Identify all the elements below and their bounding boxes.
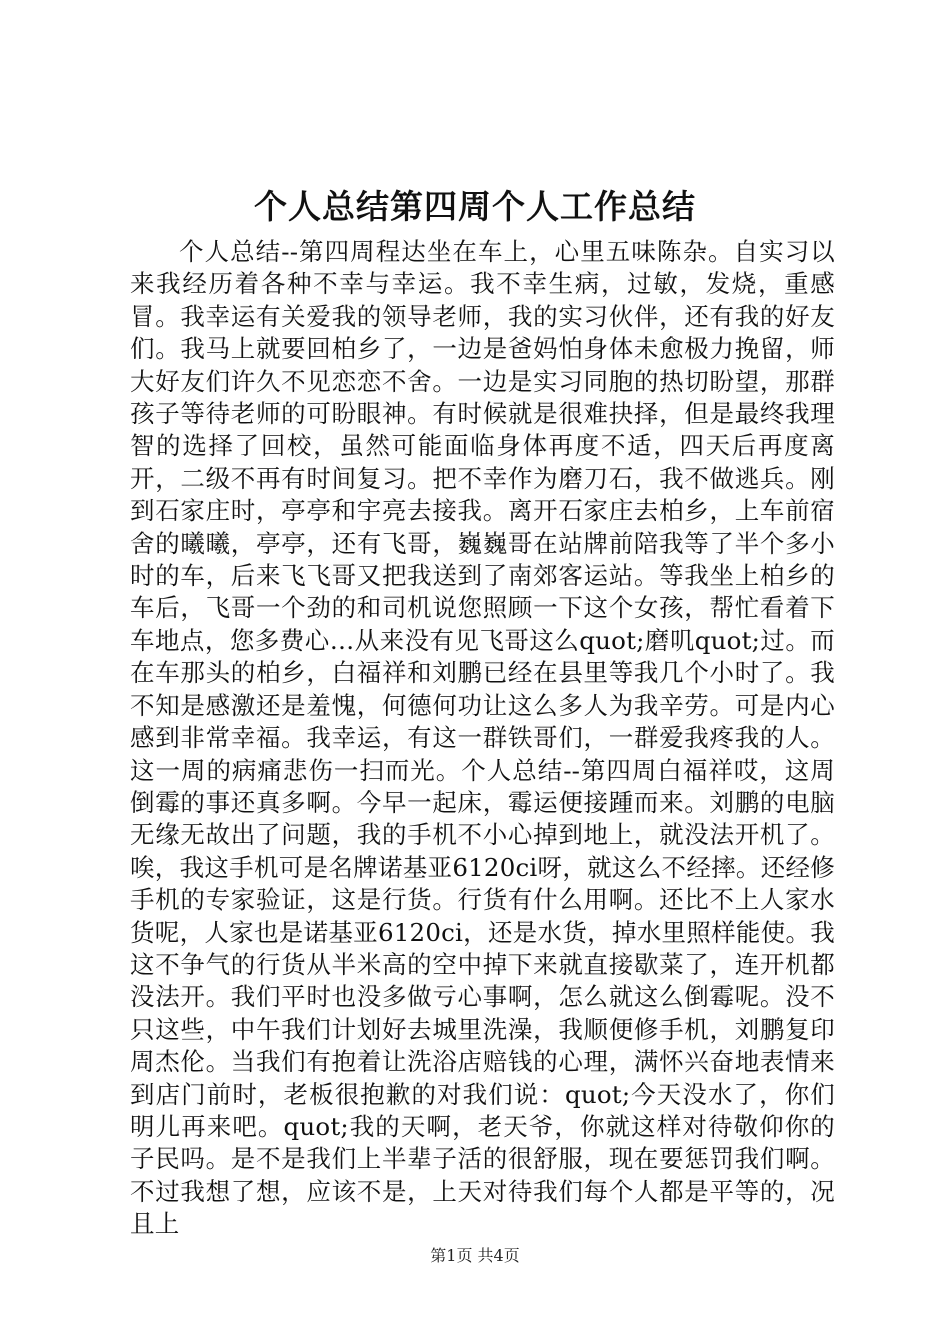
document-title: 个人总结第四周个人工作总结: [254, 187, 696, 226]
document-body: 个人总结--第四周程达坐在车上，心里五味陈杂。自实习以来我经历着各种不幸与幸运。我不幸生病，过敏，发烧，重感冒。我幸运有关爱我的领导老师，我的实习伙伴，还有我的好友们。我马上就要回柏乡了，一边是爸妈怕身体未愈极力挽留，师大好友们许久不见恋恋不舍。一边是实习同胞的热切盼望，那群孩子等待老师的可盼眼神。有时候就是很难抉择，但是最终我理智的选择了回校，虽然可能面临身体再度不适，四天后再度离开，二级不再有时间复习。把不幸作为磨刀石，我不做逃兵。刚到石家庄时，亭亭和宇亮去接我。离开石家庄去柏乡，上车前宿舍的曦曦，亭亭，还有飞哥，巍巍哥在站牌前陪我等了半个多小时的车，后来飞飞哥又把我送到了南郊客运站。等我坐上柏乡的车后，飞哥一个劲的和司机说您照顾一下这个女孩，帮忙看着下车地点，您多费心…从来没有见飞哥这么quot;磨叽quot;过。而在车那头的柏乡，白福祥和刘鹏已经在县里等我几个小时了。我不知是感激还是羞愧，何德何功让这么多人为我辛劳。可是内心感到非常幸福。我幸运，有这一群铁哥们，一群爱我疼我的人。这一周的病痛悲伤一扫而光。个人总结--第四周白福祥哎，这周倒霉的事还真多啊。今早一起床，霉运便接踵而来。刘鹏的电脑无缘无故出了问题，我的手机不小心掉到地上，就没法开机了。唉，我这手机可是名牌诺基亚6120ci呀，就这么不经摔。还经修手机的专家验证，这是行货。行货有什么用啊。还比不上人家水货呢，人家也是诺基亚6120ci，还是水货，掉水里照样能使。我这不争气的行货从半米高的空中掉下来就直接歇菜了，连开机都没法开。我们平时也没多做亏心事啊，怎么就这么倒霉呢。没不只这些，中午我们计划好去城里洗澡，我顺便修手机，刘鹏复印周杰伦。当我们有抱着让洗浴店赔钱的心理，满怀兴奋地表情来到店门前时，老板很抱歉的对我们说：quot;今天没水了，你们明儿再来吧。quot;我的天啊，老天爷，你就这样对待敬仰你的子民吗。是不是我们上半辈子活的很舒服，现在要惩罚我们啊。不过我想了想，应该不是，上天对待我们每个人都是平等的，况且上: [130, 237, 835, 1239]
page-footer: 第1页 共4页: [430, 1246, 520, 1265]
